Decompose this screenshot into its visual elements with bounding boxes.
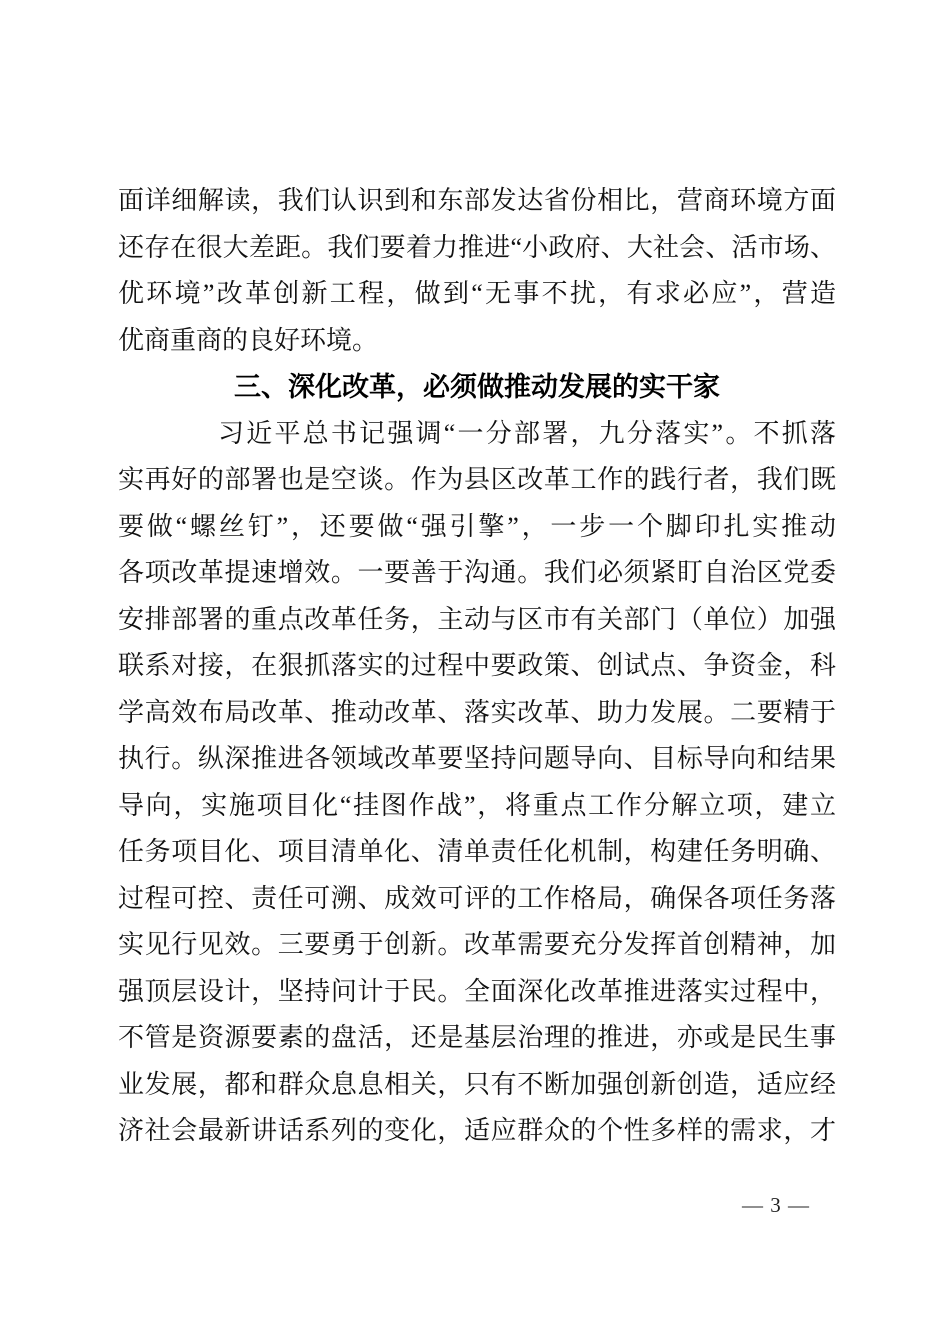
text-line: 联系对接，在狠抓落实的过程中要政策、创试点、争资金，科 xyxy=(118,651,836,680)
text-line: 实见行见效。三要勇于创新。改革需要充分发挥首创精神，加 xyxy=(118,930,836,959)
document-body xyxy=(118,178,836,1155)
text-line: 强顶层设计，坚持问计于民。全面深化改革推进落实过程中， xyxy=(118,976,836,1006)
text-line: 各项改革提速增效。一要善于沟通。我们必须紧盯自治区党委 xyxy=(118,558,836,587)
text-line: 优商重商的良好环境。 xyxy=(118,325,379,355)
section-heading: 三、深化改革，必须做推动发展的实干家 xyxy=(234,372,720,402)
text-line: 面详细解读，我们认识到和东部发达省份相比，营商环境方面 xyxy=(118,186,836,215)
text-line: 还存在很大差距。我们要着力推进“小政府、大社会、活市场、 xyxy=(118,232,836,262)
text-line: 过程可控、责任可溯、成效可评的工作格局，确保各项任务落 xyxy=(118,883,836,913)
text-line: 不管是资源要素的盘活，还是基层治理的推进，亦或是民生事 xyxy=(118,1023,836,1052)
text-line: 导向，实施项目化“挂图作战”，将重点工作分解立项，建立 xyxy=(118,790,836,820)
text-line: 安排部署的重点改革任务，主动与区市有关部门（单位）加强 xyxy=(118,604,836,634)
text-line: 业发展，都和群众息息相关，只有不断加强创新创造，适应经 xyxy=(118,1069,836,1099)
text-line: 要做“螺丝钉”，还要做“强引擎”，一步一个脚印扎实推动 xyxy=(118,511,836,541)
text-line: 优环境”改革创新工程，做到“无事不扰，有求必应”，营造 xyxy=(118,279,836,308)
text-line: 实再好的部署也是空谈。作为县区改革工作的践行者，我们既 xyxy=(118,465,836,494)
page-number: — 3 — xyxy=(742,1193,810,1217)
text-line: 习近平总书记强调“一分部署，九分落实”。不抓落 xyxy=(218,418,836,448)
text-line: 济社会最新讲话系列的变化，适应群众的个性多样的需求，才 xyxy=(118,1116,836,1145)
text-line: 任务项目化、项目清单化、清单责任化机制，构建任务明确、 xyxy=(118,837,836,866)
page-footer xyxy=(118,1193,836,1218)
text-line: 学高效布局改革、推动改革、落实改革、助力发展。二要精于 xyxy=(118,697,836,727)
text-line: 执行。纵深推进各领域改革要坚持问题导向、目标导向和结果 xyxy=(118,744,836,773)
